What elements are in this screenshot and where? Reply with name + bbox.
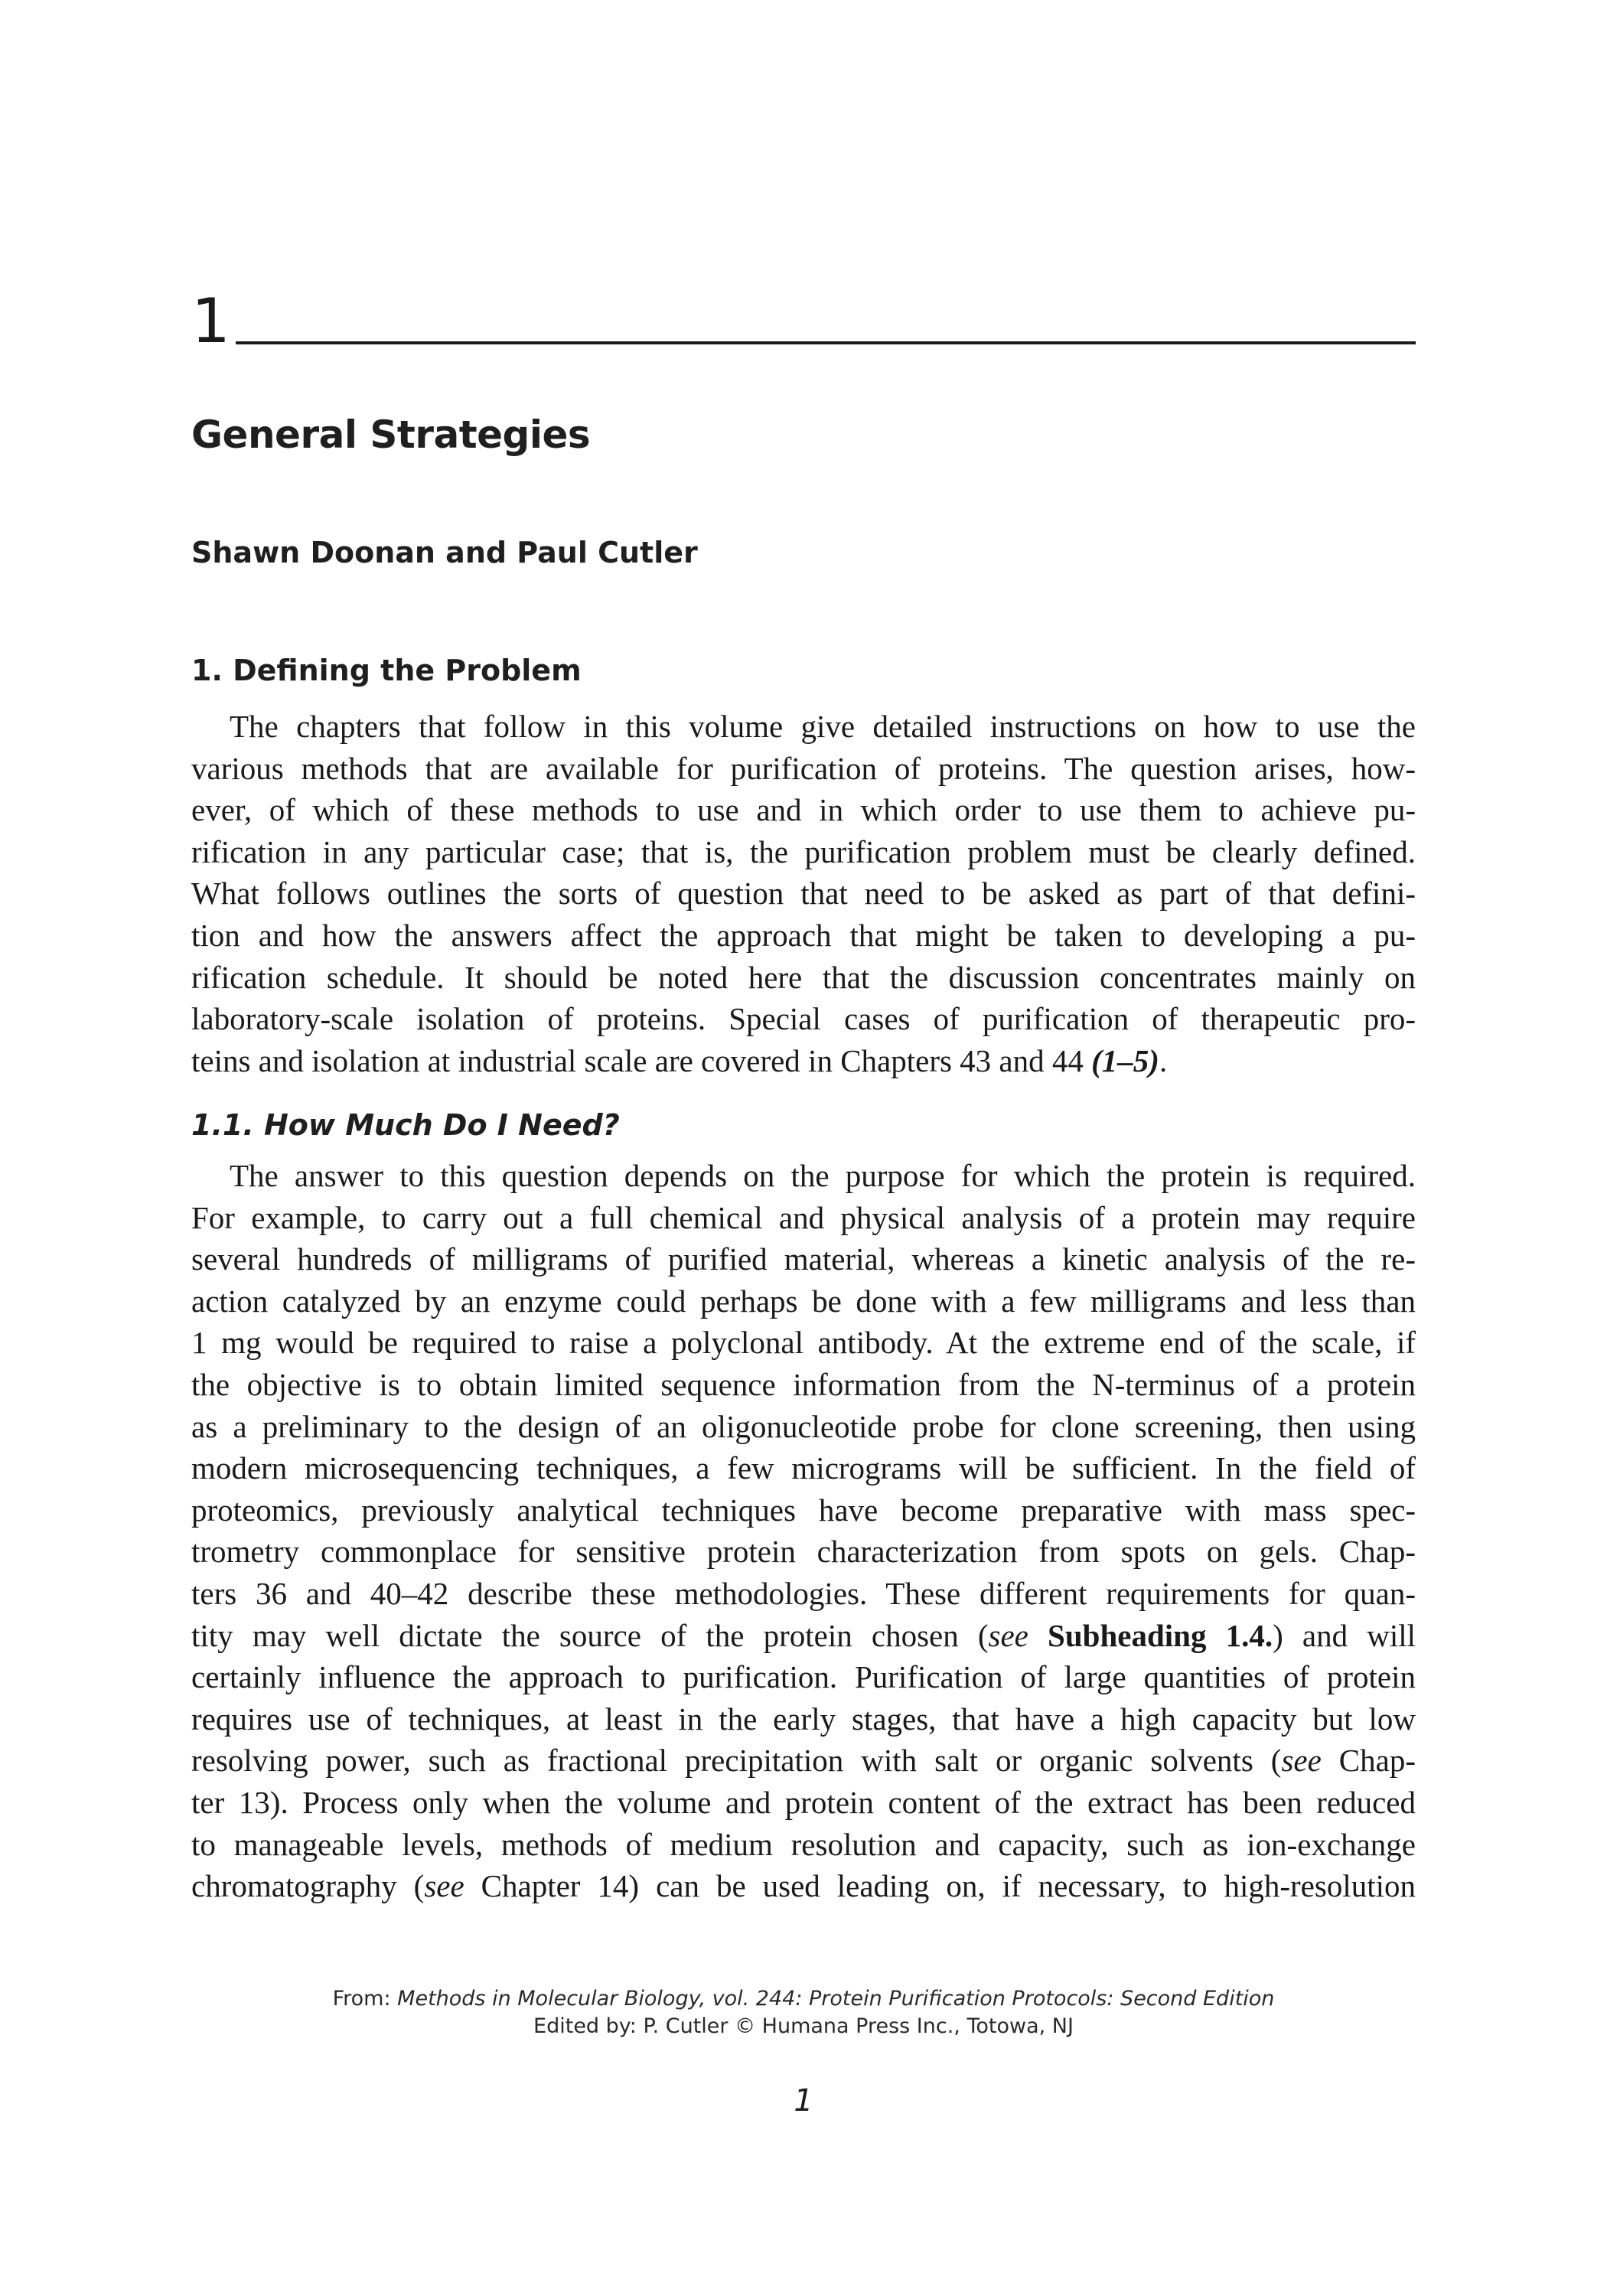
text-segment: .	[1159, 1042, 1168, 1078]
text-line: modern microsequencing techniques, a few micrograms will be sufficient. In the field of	[191, 1450, 1416, 1486]
text-line	[191, 1040, 1416, 1082]
see-italic: see	[424, 1868, 464, 1904]
section-heading-defining-the-problem: 1. Defining the Problem	[191, 654, 582, 687]
chapter-authors: Shawn Doonan and Paul Cutler	[191, 536, 698, 569]
citation-reference[interactable]: (1–5)	[1091, 1042, 1159, 1078]
text-line: trometry commonplace for sensitive protein characterization from spots on gels. Chap-	[191, 1534, 1416, 1570]
text-line: The chapters that follow in this volume give detailed instructions on how to use the	[230, 709, 1416, 744]
text-line: several hundreds of milligrams of purified material, whereas a kinetic analysis of the re-	[191, 1241, 1416, 1277]
text-line: as a preliminary to the design of an oligonucleotide probe for clone screening, then using	[191, 1408, 1416, 1444]
text-line: rification schedule. It should be noted here that the discussion concentrates mainly on	[191, 959, 1416, 995]
text-line	[191, 1615, 1416, 1657]
text-line: What follows outlines the sorts of question that need to be asked as part of that defini-	[191, 876, 1416, 912]
section-heading-how-much-do-i-need: 1.1. How Much Do I Need?	[191, 1108, 620, 1142]
paragraph-how-much-do-i-need	[191, 1155, 1416, 1907]
text-segment: teins and isolation at industrial scale are covered in Chapters 43 and 44	[191, 1042, 1092, 1078]
text-segment: Chap-	[1321, 1743, 1416, 1779]
paragraph-defining-the-problem	[191, 706, 1416, 1081]
text-segment: Chapter 14) can be used leading on, if necessary, to high-resolution	[464, 1868, 1416, 1904]
text-line	[191, 1865, 1416, 1907]
text-segment: resolving power, such as fractional precipitation with salt or organic solvents (	[191, 1743, 1282, 1779]
page-number: 1	[794, 2083, 813, 2118]
text-line: proteomics, previously analytical techniques have become preparative with mass spec-	[191, 1492, 1416, 1528]
text-segment: chromatography (	[191, 1868, 425, 1904]
see-italic: see	[988, 1617, 1028, 1653]
text-line: various methods that are available for purification of proteins. The question arises, how-	[191, 750, 1416, 786]
text-line: For example, to carry out a full chemical and physical analysis of a protein may require	[191, 1199, 1416, 1235]
text-line: The answer to this question depends on the purpose for which the protein is required.	[230, 1158, 1416, 1193]
chapter-header	[191, 283, 1416, 360]
text-line: tion and how the answers affect the approach that might be taken to developing a pu-	[191, 917, 1416, 953]
text-line: laboratory-scale isolation of proteins. Special cases of purification of therapeutic pro-	[191, 1001, 1416, 1037]
text-line	[191, 1740, 1416, 1782]
source-line	[0, 1985, 1607, 2013]
text-line: ever, of which of these methods to use and in which order to use them to achieve pu-	[191, 792, 1416, 828]
source-footnote	[0, 1985, 1607, 2040]
text-segment: ) and will	[1273, 1617, 1416, 1653]
text-line: 1 mg would be required to raise a polyclonal antibody. At the extreme end of the scale, if	[191, 1325, 1416, 1361]
see-italic: see	[1281, 1743, 1322, 1779]
text-line: the objective is to obtain limited sequence information from the N-terminus of a protein	[191, 1366, 1416, 1402]
text-line: ters 36 and 40–42 describe these methodologies. These different requirements for quan-	[191, 1575, 1416, 1611]
subheading-reference[interactable]: Subheading 1.4.	[1048, 1617, 1273, 1653]
text-line: rification in any particular case; that is, the purification problem must be clearly defined.	[191, 833, 1416, 869]
chapter-number: 1	[191, 285, 230, 357]
edited-by-line: Edited by: P. Cutler © Humana Press Inc., Totowa, NJ	[533, 2014, 1074, 2038]
text-line: to manageable levels, methods of medium resolution and capacity, such as ion-exchange	[191, 1826, 1416, 1862]
text-line: ter 13). Process only when the volume and protein content of the extract has been reduced	[191, 1784, 1416, 1820]
source-title: Methods in Molecular Biology, vol. 244: Protein Purification Protocols: Second Edition	[397, 1987, 1275, 2011]
text-segment: tity may well dictate the source of the protein chosen (	[191, 1617, 989, 1653]
text-line: requires use of techniques, at least in the early stages, that have a high capacity but low	[191, 1701, 1416, 1737]
from-label: From:	[332, 1987, 398, 2011]
text-line: certainly influence the approach to purification. Purification of large quantities of protein	[191, 1659, 1416, 1695]
text-line: action catalyzed by an enzyme could perhaps be done with a few milligrams and less than	[191, 1283, 1416, 1319]
chapter-rule-divider	[236, 341, 1416, 344]
chapter-title: General Strategies	[191, 413, 591, 457]
